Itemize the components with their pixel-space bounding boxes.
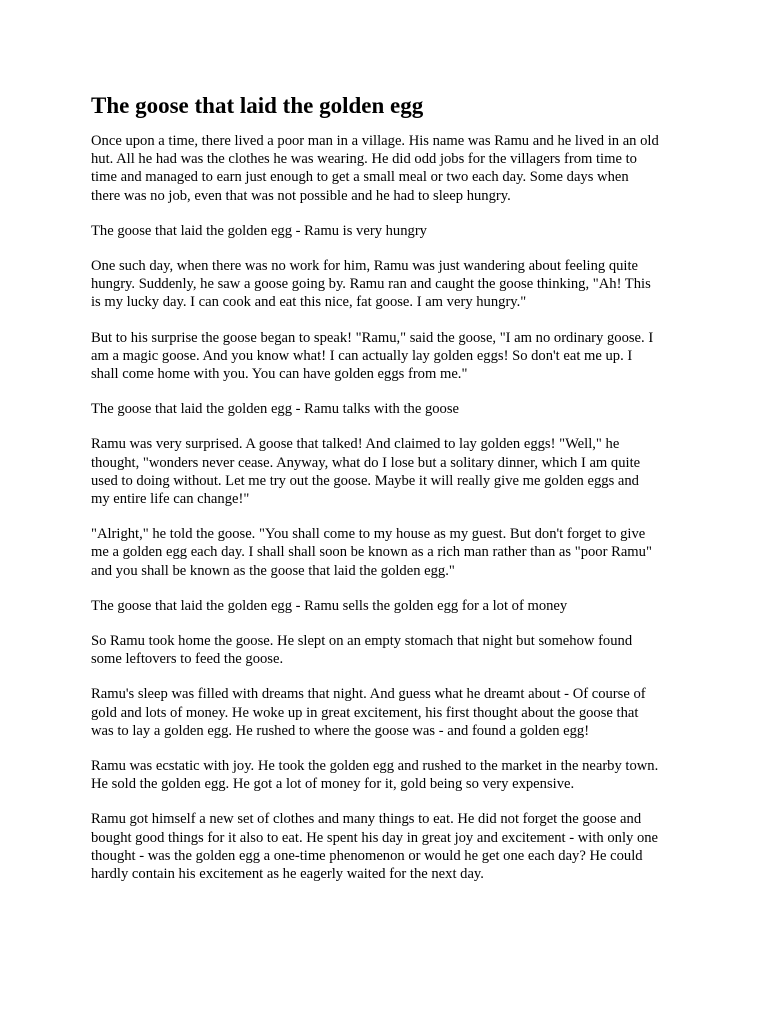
paragraph-line: is my lucky day. I can cook and eat this nice, fat goose. I am very hungry." bbox=[91, 294, 527, 311]
paragraph bbox=[91, 257, 691, 312]
paragraph bbox=[91, 435, 691, 508]
paragraph-line: time and managed to earn just enough to get a small meal or two each day. Some days when bbox=[91, 169, 629, 186]
paragraph-line: Ramu was very surprised. A goose that talked! And claimed to lay golden eggs! "Well," he bbox=[91, 436, 620, 453]
paragraph-line: thought - was the golden egg a one-time phenomenon or would he get one each day? He could bbox=[91, 847, 643, 864]
paragraph-line: So Ramu took home the goose. He slept on an empty stomach that night but somehow found bbox=[91, 633, 633, 650]
paragraph-line: hardly contain his excitement as he eagerly waited for the next day. bbox=[91, 866, 484, 883]
paragraph-line: shall come home with you. You can have golden eggs from me." bbox=[91, 366, 468, 383]
paragraph-line: "Alright," he told the goose. "You shall come to my house as my guest. But don't forget to give bbox=[91, 526, 646, 543]
paragraph bbox=[91, 597, 691, 615]
paragraph bbox=[91, 632, 691, 668]
paragraph-line: used to doing without. Let me try out the goose. Maybe it will really give me golden eggs and bbox=[91, 472, 639, 489]
paragraph-line: am a magic goose. And you know what! I can actually lay golden eggs! So don't eat me up. I bbox=[91, 347, 633, 364]
paragraph-line: hut. All he had was the clothes he was wearing. He did odd jobs for the villagers from time to bbox=[91, 151, 637, 168]
document-title: The goose that laid the golden egg bbox=[91, 93, 424, 118]
paragraph-line: Ramu was ecstatic with joy. He took the golden egg and rushed to the market in the nearby town. bbox=[91, 758, 659, 775]
paragraph-line: my entire life can change!" bbox=[91, 491, 250, 508]
paragraph-line: gold and lots of money. He woke up in great excitement, his first thought about the goose that bbox=[91, 704, 639, 721]
paragraph-line: me a golden egg each day. I shall shall soon be known as a rich man rather than as "poor Ramu" bbox=[91, 544, 652, 561]
paragraph-line: One such day, when there was no work for him, Ramu was just wandering about feeling quite bbox=[91, 258, 638, 275]
paragraph-line: and you shall be known as the goose that laid the golden egg." bbox=[91, 562, 455, 579]
paragraph bbox=[91, 525, 691, 580]
paragraph-line: was to lay a golden egg. He rushed to where the goose was - and found a golden egg! bbox=[91, 722, 590, 739]
paragraph-line: Ramu's sleep was filled with dreams that night. And guess what he dreamt about - Of course of bbox=[91, 686, 646, 703]
paragraph bbox=[91, 222, 691, 240]
paragraph-line: The goose that laid the golden egg - Ramu is very hungry bbox=[91, 222, 427, 239]
paragraph-line: hungry. Suddenly, he saw a goose going by. Ramu ran and caught the goose thinking, "Ah! This bbox=[91, 276, 651, 293]
paragraph-line: But to his surprise the goose began to speak! "Ramu," said the goose, "I am no ordinary goose. I bbox=[91, 329, 654, 346]
paragraph bbox=[91, 329, 691, 384]
document-body bbox=[91, 132, 691, 883]
paragraph bbox=[91, 810, 691, 883]
paragraph-line: Ramu got himself a new set of clothes and many things to eat. He did not forget the goose and bbox=[91, 811, 642, 828]
paragraph bbox=[91, 400, 691, 418]
paragraph bbox=[91, 685, 691, 740]
paragraph-line: The goose that laid the golden egg - Ramu sells the golden egg for a lot of money bbox=[91, 597, 568, 614]
paragraph bbox=[91, 132, 691, 205]
paragraph-line: He sold the golden egg. He got a lot of money for it, gold being so very expensive. bbox=[91, 776, 575, 793]
paragraph-line: thought, "wonders never cease. Anyway, what do I lose but a solitary dinner, which I am quite bbox=[91, 454, 641, 471]
paragraph-line: The goose that laid the golden egg - Ramu talks with the goose bbox=[91, 401, 460, 418]
paragraph-line: Once upon a time, there lived a poor man in a village. His name was Ramu and he lived in an old bbox=[91, 133, 659, 149]
paragraph-line: some leftovers to feed the goose. bbox=[91, 651, 284, 668]
paragraph-line: bought good things for it also to eat. He spent his day in great joy and excitement - with only one bbox=[91, 829, 659, 846]
paragraph bbox=[91, 757, 691, 793]
document-page bbox=[91, 91, 691, 900]
paragraph-line: there was no job, even that was not possible and he had to sleep hungry. bbox=[91, 187, 511, 204]
